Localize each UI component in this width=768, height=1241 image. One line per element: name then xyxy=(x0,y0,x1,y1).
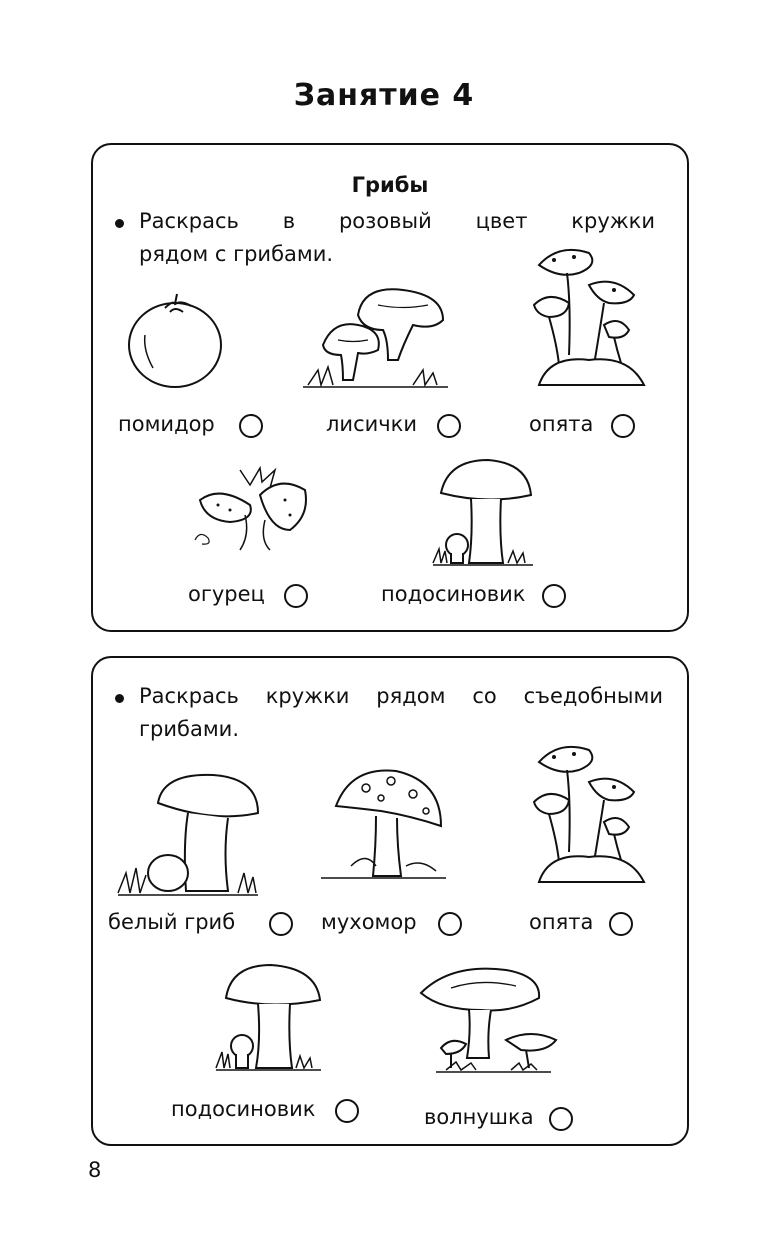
bullet-icon xyxy=(115,694,124,703)
answer-circle[interactable] xyxy=(335,1099,359,1123)
tomato-icon xyxy=(125,290,235,395)
woolly-milkcap-icon xyxy=(421,968,566,1083)
chanterelle-icon xyxy=(303,285,453,395)
item-label: мухомор xyxy=(321,910,417,934)
item-label: волнушка xyxy=(424,1105,534,1129)
bullet-icon xyxy=(115,219,124,228)
answer-circle[interactable] xyxy=(284,584,308,608)
item-label: опята xyxy=(529,412,594,436)
answer-circle[interactable] xyxy=(239,414,263,438)
exercise-panel-mushrooms xyxy=(91,143,689,632)
answer-circle[interactable] xyxy=(438,912,462,936)
answer-circle[interactable] xyxy=(611,414,635,438)
item-label: помидор xyxy=(118,412,215,436)
answer-circle[interactable] xyxy=(549,1107,573,1131)
item-label: лисички xyxy=(326,412,418,436)
porcini-icon xyxy=(118,773,268,903)
page-number: 8 xyxy=(88,1158,102,1182)
honey-mushroom-icon xyxy=(529,742,654,892)
aspen-mushroom-icon xyxy=(433,455,533,573)
fly-agaric-icon xyxy=(321,766,446,886)
item-label: огурец xyxy=(188,582,265,606)
cucumber-icon xyxy=(190,460,320,555)
item-label: подосиновик xyxy=(381,582,526,606)
exercise-panel-edible xyxy=(91,656,689,1146)
answer-circle[interactable] xyxy=(542,584,566,608)
answer-circle[interactable] xyxy=(609,912,633,936)
section-subtitle: Грибы xyxy=(351,173,429,197)
page-title: Занятие 4 xyxy=(293,78,475,113)
instruction-text: Раскрась в розовый цвет кружки рядом с грибами. xyxy=(115,205,655,271)
honey-mushroom-icon xyxy=(529,245,654,395)
answer-circle[interactable] xyxy=(269,912,293,936)
aspen-mushroom-icon xyxy=(216,960,326,1078)
answer-circle[interactable] xyxy=(437,414,461,438)
item-label: белый гриб xyxy=(108,910,236,934)
instruction-text: Раскрась кружки рядом со съедобными грибами. xyxy=(115,680,663,746)
item-label: подосиновик xyxy=(171,1097,316,1121)
item-label: опята xyxy=(529,910,594,934)
